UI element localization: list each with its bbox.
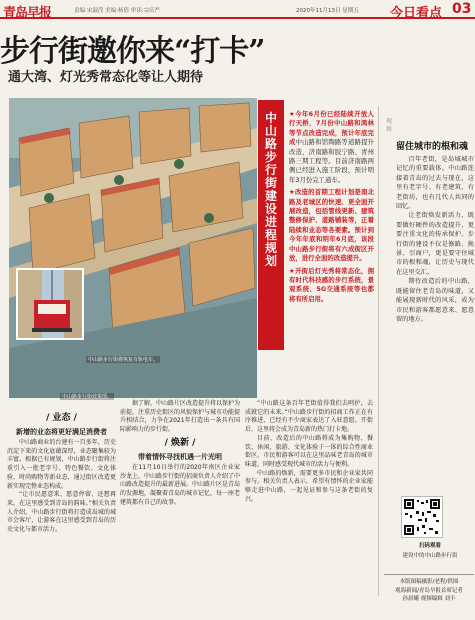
highlight-item: ★改造的首期工程计划是南北路及老城区的快速、更全面开展改造，包括管线更新、建筑整修保护、道路铺装等，正着陆续和业态等各要素。预计到今年年底和明年6月底，该段中山路步行街将有六成街区开放，进行全面的改造提升。 xyxy=(289,188,374,263)
main-photo-caption: 中山路步行街效果图。 xyxy=(62,394,113,400)
paragraph: 目前，改造后的中山路将成为集购物、餐饮、休闲、旅游、文化体验于一体的综合性商业街区。市民和游客可以在这里品味老青岛的城市味道，同时感受现代城市的活力与便利。 xyxy=(245,434,373,468)
section-title: / 焕新 / xyxy=(164,437,196,448)
section-renewal xyxy=(120,400,240,507)
tram-image xyxy=(18,270,84,340)
paragraph: “让市民愿意来、愿意停留、还想再来，在这里感受到青岛的韵味。”相关负责人介绍，中山路步行街将打造成岛城的城市会客厅，让游客在这里感受到青岛的历史文化与都市活力。 xyxy=(7,491,116,534)
page-number: 03 xyxy=(452,1,472,17)
newspaper-logo: 青岛早报 xyxy=(3,6,52,21)
commentary-label: 观察 xyxy=(385,118,392,133)
headline: 步行街邀你来“打卡” xyxy=(0,34,265,69)
subheadline: 通大湾、灯光秀常态化等让人期待 xyxy=(8,70,204,85)
street-rendering-photo xyxy=(9,98,257,398)
credit-line: 孙晨曦 视频编辑 刘丰 xyxy=(402,596,456,602)
credit-line: 观海新闻/青岛早报首席记者 xyxy=(395,587,463,594)
inset-photo-caption: 中山路步行街将恢复有轨电车。 xyxy=(88,357,159,363)
date-line: 2020年11月13日 星期五 xyxy=(296,8,359,14)
paragraph: 中山路商业的台建有一百多年，历史沉淀下来的文化底蕴深厚，业态聚集较为丰富。根据已有规划，中山路步行街将注重引入一批老字号、特色餐饮、文化体验、时尚购物等新业态，通过街区改造更新实现完整业态构成。 xyxy=(7,439,116,490)
qr-caption-title: 扫码观看 xyxy=(418,543,441,549)
paragraph: 中山路的焕新，需要更多市民和企业家共同参与。相关负责人表示，希望有情怀的企业家能够走进中山路，一起见证和参与这条老街的复兴。 xyxy=(245,469,373,503)
column-divider xyxy=(378,106,379,596)
credits xyxy=(384,574,474,604)
plan-highlights xyxy=(289,110,374,304)
section-title: / 业态 / xyxy=(46,413,77,423)
section-subtitle: 新增的业态将更好满足消费者 xyxy=(16,428,107,436)
paragraph: 百年老街，是岛城城市记忆的重要载体。中山路连接着青岛的过去与现在，这里有老字号、有老建筑、有老街坊，也有几代人共同的回忆。 xyxy=(396,156,474,211)
section-continued xyxy=(245,400,373,504)
qr-code[interactable] xyxy=(401,496,443,538)
highlight-item: ★今年6月份已经陆续开放人行天桥，7月份中山路和鸿林等节点改造完成，预计年底完成中山路和馆陶路等道路提升改造，济南路和胶宁路、青州路三期工程等。目前济南路两侧已经进入施工阶段，预计明年3月份完工通车。 xyxy=(289,110,375,184)
commentary-body xyxy=(396,155,474,324)
paragraph: 让老街焕发新活力，既要做好硬件的改造提升，更要注重文化的传承保护。步行街的建设不仅是修路、换景、引商户，更是要守住城市的根和魂，让历史与现代在这里交汇。 xyxy=(396,212,474,276)
tram-photo xyxy=(16,268,84,340)
paragraph: 据了解，中山路片区改造提升将以保护为前提，注重历史街区的风貌保护与城市功能提升相结合，力争在2021年打造出一条具有国际影响力的步行街。 xyxy=(120,400,241,434)
credit-line: 本版图稿摄影/老程/供图 xyxy=(399,579,459,585)
editor-line: 责编:宋淑滢 美编:杨倩 审读:宗庆严 xyxy=(74,8,161,14)
masthead xyxy=(0,0,475,19)
qr-code-image xyxy=(402,497,442,537)
paragraph: 期待改造后的中山路，既能留住老青岛的味道，又能展现新时代的风采，成为市民和游客都愿意来、愿意留的地方。 xyxy=(396,278,474,323)
section-subtitle: 带着情怀寻找机遇一片光明 xyxy=(138,452,222,461)
section-name: 今日看点 xyxy=(390,6,443,21)
plan-banner-text: 中山路步行街建设进程规划 xyxy=(264,111,277,268)
paragraph: 在11月10日举行的2020年南区企业家沙龙上，中山路步行街的招商负责人介绍了中山路改造提升的最新进展。中山路片区是青岛的发源地，凝聚着青岛的城市记忆，每一座老建筑都有自己的故事。 xyxy=(120,463,241,506)
commentary-title: 留住城市的根和魂 xyxy=(396,142,469,152)
street-rendering-image xyxy=(9,98,257,398)
qr-caption-subtitle: 建设中的中山路步行街 xyxy=(402,553,458,559)
highlight-item: ★开街后灯光秀将常态化，拥有时代科技感的步行系统，景观系统、5G交通系统等也都将有所启用。 xyxy=(289,266,374,303)
paragraph: “中山路这条百年老街值得我们去呵护，去成就它的未来。”中山路步行街的招商工作正在有序推进，已经有不少商家表达了入驻意愿。开街后，这里将会成为青岛新的热门打卡地。 xyxy=(245,400,373,434)
section-business xyxy=(7,410,116,535)
